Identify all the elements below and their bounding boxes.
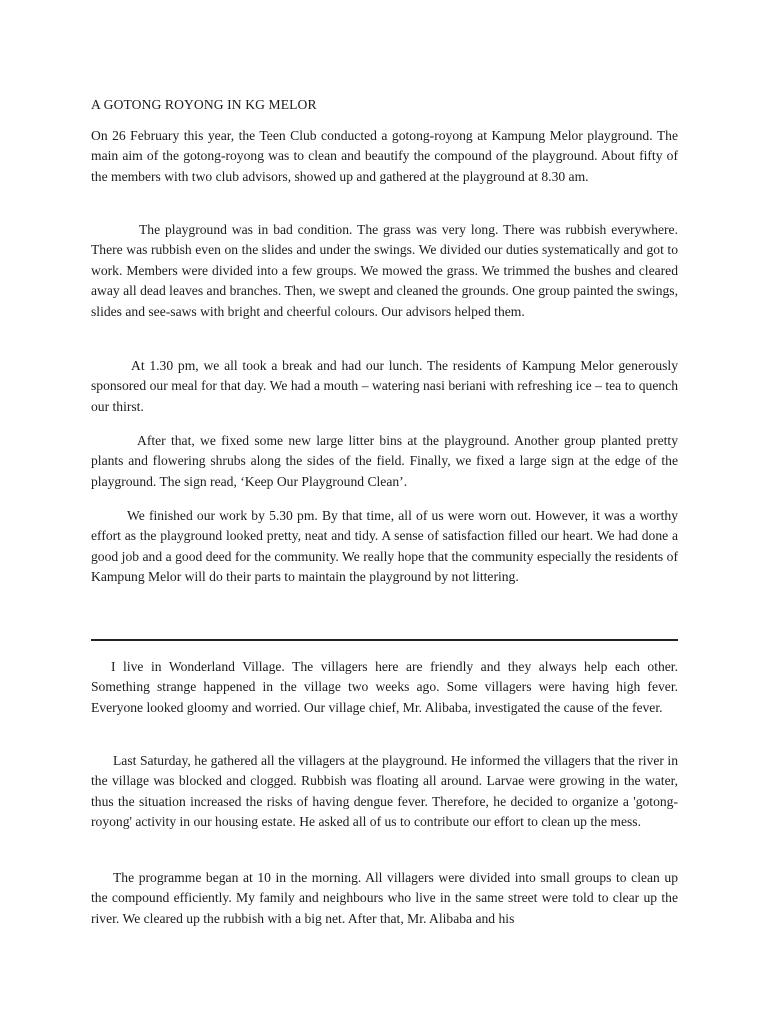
section-divider bbox=[91, 639, 678, 641]
paragraph-condition: The playground was in bad condition. The grass was very long. There was rubbish everywhere. There was rubbish even on the slides and under the swings. We divided our duties systematically and got to work. Members were divided into a few groups. We mowed the grass. We trimmed the bushes and cleared away all dead leaves and branches. Then, we swept and cleaned the grounds. One group painted the swings, slides and see-saws with bright and cheerful colours. Our advisors helped them. bbox=[91, 222, 678, 319]
paragraph-lunch: At 1.30 pm, we all took a break and had our lunch. The residents of Kampung Melor generously sponsored our meal for that day. We had a mouth – watering nasi beriani with refreshing ice – tea to quench our thirst. bbox=[91, 358, 678, 414]
paragraph-conclusion: We finished our work by 5.30 pm. By that time, all of us were worn out. However, it was a worthy effort as the playground looked pretty, neat and tidy. A sense of satisfaction filled our heart. We had done a good job and a good deed for the community. We really hope that the community especially the residents of Kampung Melor will do their parts to maintain the playground by not littering. bbox=[91, 508, 678, 585]
paragraph-gathering: Last Saturday, he gathered all the villagers at the playground. He informed the villagers that the river in the village was blocked and clogged. Rubbish was floating all around. Larvae were growing in the water, thus the situation increased the risks of having dengue fever. Therefore, he decided to organize a 'gotong-royong' activity in our housing estate. He asked all of us to contribute our effort to clean up the mess. bbox=[91, 753, 678, 830]
paragraph-litter-bins: After that, we fixed some new large litter bins at the playground. Another group planted pretty plants and flowering shrubs along the sides of the field. Finally, we fixed a large sign at the edge of the playground. The sign read, ‘Keep Our Playground Clean’. bbox=[91, 433, 678, 489]
paragraph-wonderland-intro: I live in Wonderland Village. The villagers here are friendly and they always help each other. Something strange happened in the village two weeks ago. Some villagers were having high fever. Everyone looked gloomy and worried. Our village chief, Mr. Alibaba, investigated the cause of the fever. bbox=[91, 659, 678, 715]
document-title: A GOTONG ROYONG IN KG MELOR bbox=[91, 97, 317, 112]
paragraph-programme: The programme began at 10 in the morning. All villagers were divided into small groups to clean up the compound efficiently. My family and neighbours who live in the same street were told to clear up the river. We cleared up the rubbish with a big net. After that, Mr. Alibaba and his bbox=[91, 870, 678, 926]
paragraph-intro: On 26 February this year, the Teen Club conducted a gotong-royong at Kampung Melor playground. The main aim of the gotong-royong was to clean and beautify the compound of the playground. About fifty of the members with two club advisors, showed up and gathered at the playground at 8.30 am. bbox=[91, 128, 678, 184]
